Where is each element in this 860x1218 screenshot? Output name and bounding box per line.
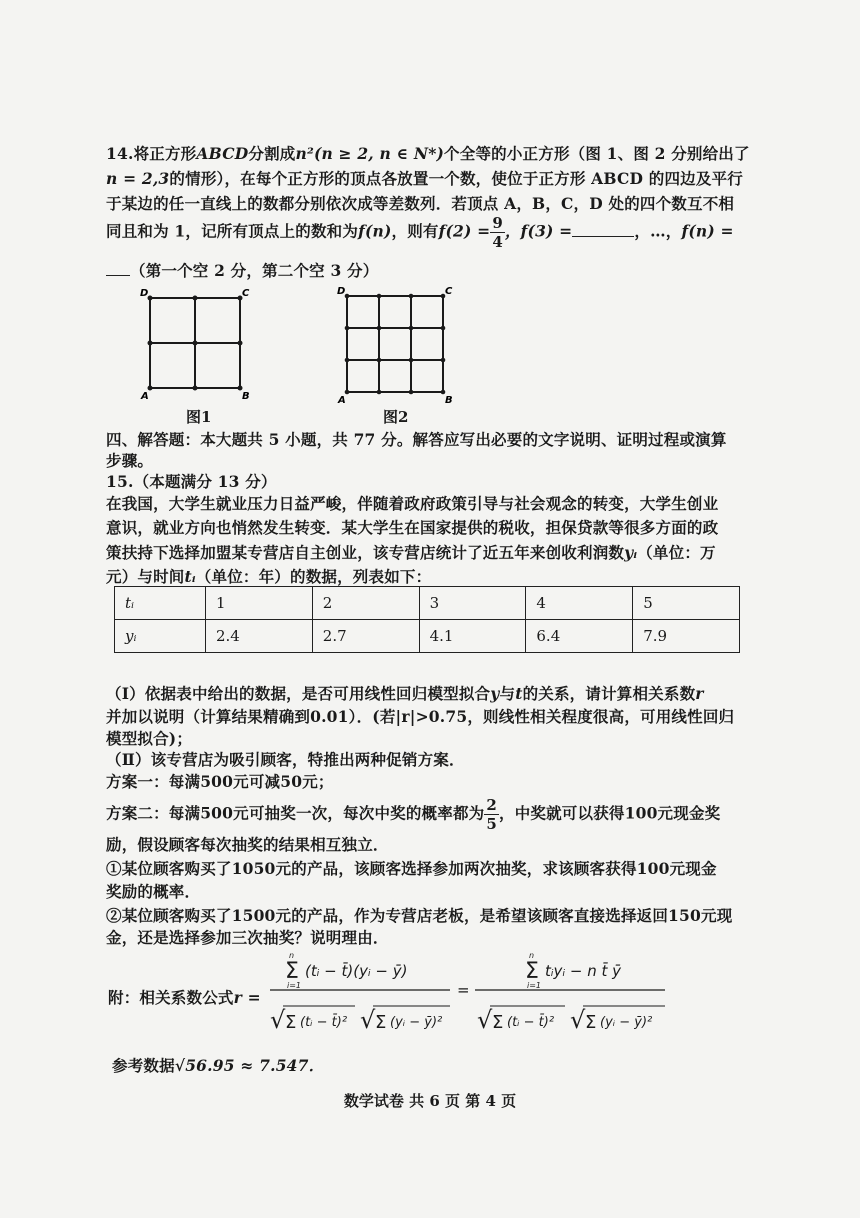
fig1-label-b: B [242,391,250,402]
q14-text: 于某边的任一直线上的数都分别依次成等差数列．若顶点 A，B，C，D 处的四个数互不相 [106,194,735,213]
q14-text: 个全等的小正方形（图 1、图 2 分别给出了 [444,144,750,163]
q14-text: 分割成 [248,144,296,163]
q14-text: ，…， [634,221,682,241]
part1-line2 [106,705,746,727]
table-cell: 1 [206,587,313,620]
q15-ti: tᵢ [184,567,196,586]
section-4-text: 步骤。 [106,451,154,470]
q14-line2 [106,167,746,189]
reference-label: 参考数据 [112,1056,175,1075]
part2-plan2-cont [106,833,746,855]
q14-fn2: f(n) = [681,221,734,241]
svg-text:i=1: i=1 [527,981,542,990]
frac-numerator: 9 [492,214,503,232]
fig2-label-b: B [445,395,453,406]
table-cell: 4.1 [419,620,526,653]
q14-line3 [106,192,746,214]
plan2-text: ，中奖就可以获得100元现金奖 [499,803,721,823]
fig2-label-a: A [338,395,346,406]
var-r: r [695,684,704,703]
svg-text:(yᵢ − ȳ)²: (yᵢ − ȳ)² [390,1015,443,1030]
svg-text:(tᵢ − t̄)²: (tᵢ − t̄)² [507,1015,555,1030]
fig1-label-c: C [242,288,250,299]
q14-fraction [490,214,505,251]
figure-1-grid [138,284,258,404]
table-cell: 4 [526,587,633,620]
part2-plan2 [106,796,746,833]
subquestion-2-text: ②某位顾客购买了1500元的产品，作为专营店老板，是希望该顾客直接选择返回150元现 [106,906,733,925]
table-cell: 2.7 [312,620,419,653]
correlation-formula [265,948,705,1048]
q15-p3 [106,541,746,563]
figure-2-caption: 图2 [383,408,409,426]
section-4-text: 四、解答题：本大题共 5 小题，共 77 分。解答应写出必要的文字说明、证明过程或演算 [106,430,727,449]
subquestion-1-text: ①某位顾客购买了1050元的产品，该顾客选择参加两次抽奖，求该顾客获得100元现金 [106,859,717,878]
fig1-label-a: A [141,391,149,402]
svg-text:i=1: i=1 [287,981,302,990]
table-header-t: tᵢ [115,587,206,620]
plan1-text: 方案一：每满500元可减50元； [106,772,334,791]
fig2-label-d: D [337,286,346,297]
part2-q1-cont [106,880,746,902]
part2-plan1 [106,770,746,792]
svg-text:√: √ [570,1006,586,1034]
svg-text:(tᵢ − t̄)²: (tᵢ − t̄)² [300,1015,348,1030]
part2-q1 [106,857,746,879]
svg-text:√: √ [360,1006,376,1034]
table-row-t [115,587,740,620]
var-t: t [515,684,523,703]
svg-text:√: √ [477,1006,493,1034]
part1-text: 模型拟合)； [106,729,193,748]
subquestion-1-text: 奖励的概率． [106,882,201,901]
q14-abcd: ABCD [196,144,249,163]
q14-n-values: n = 2,3 [106,169,170,188]
q15-title [106,470,746,492]
svg-text:n: n [289,951,295,960]
svg-text:n: n [529,951,535,960]
table-cell: 2 [312,587,419,620]
q14-f2: f(2) = [438,221,491,241]
part1-text: 与 [499,684,516,703]
svg-text:Σ: Σ [492,1012,504,1033]
table-cell: 6.4 [526,620,633,653]
svg-text:Σ: Σ [585,1012,597,1033]
r-equals: r = [233,988,261,1007]
svg-text:Σ: Σ [525,959,539,984]
frac-denominator: 5 [486,815,497,833]
table-row-y [115,620,740,653]
q15-text: （单位：年）的数据，列表如下： [195,567,432,586]
part1-line3 [106,727,746,749]
part2-text: （Ⅱ）该专营店为吸引顾客，特推出两种促销方案． [106,750,465,769]
q14-line5 [106,259,746,281]
frac-denominator: 4 [492,233,503,251]
svg-text:Σ: Σ [285,959,299,984]
part1-text: 并加以说明（计算结果精确到0.01）．(若|r|>0.75，则线性相关程度很高，可用线性回归 [106,707,735,726]
part1-line1 [106,682,746,704]
table-header-y: yᵢ [115,620,206,653]
q14-f3: ，f(3) = [504,221,573,241]
q15-text: 策扶持下选择加盟某专营店自主创业，该专营店统计了近五年来创收利润数 [106,543,625,562]
table-cell: 2.4 [206,620,313,653]
reference-data [112,1054,752,1076]
var-y: y [490,684,500,703]
q15-text: 在我国，大学生就业压力日益严峻，伴随着政府政策引导与社会观念的转变，大学生创业 [106,494,719,513]
q14-text: 的情形），在每个正方形的顶点各放置一个数，使位于正方形 ABCD 的四边及平行 [169,169,743,188]
answer-blank-1[interactable] [572,222,634,237]
part2-q2 [106,904,746,926]
q15-title-text: 15.（本题满分 13 分） [106,472,277,491]
subquestion-2-text: 金，还是选择参加三次抽奖？说明理由． [106,928,389,947]
q15-text: 元）与时间 [106,567,185,586]
q14-text: 14.将正方形 [106,144,197,163]
q14-n2-condition: n²(n ≥ 2, n ∈ N*) [295,144,445,163]
q15-p4 [106,565,746,587]
table-cell: 7.9 [633,620,740,653]
svg-text:(tᵢ − t̄)(yᵢ − ȳ): (tᵢ − t̄)(yᵢ − ȳ) [305,962,408,980]
q14-scoring-note: （第一个空 2 分，第二个空 3 分） [130,261,379,280]
page-footer: 数学试卷 共 6 页 第 4 页 [343,1092,517,1110]
frac-numerator: 2 [486,796,497,814]
appendix-label-text: 附：相关系数公式 [108,988,234,1007]
q15-text: （单位：万 [637,543,716,562]
svg-text:tᵢyᵢ − n t̄ ȳ: tᵢyᵢ − n t̄ ȳ [545,962,622,980]
reference-value: √56.95 ≈ 7.547． [174,1056,325,1075]
fig2-label-c: C [445,286,453,297]
q14-text: ，则有 [391,221,439,241]
plan2-text: 励，假设顾客每次抽奖的结果相互独立． [106,835,389,854]
figure-2-grid [335,282,460,406]
part2-q2-cont [106,926,746,948]
data-table [114,586,740,653]
table-cell: 5 [633,587,740,620]
svg-text:=: = [457,981,470,999]
part1-text: （Ⅰ）依据表中给出的数据，是否可用线性回归模型拟合 [106,684,491,703]
q15-p2 [106,516,746,538]
section-4-heading [106,428,746,450]
q14-line4 [106,214,746,251]
plan2-text: 方案二：每满500元可抽奖一次，每次中奖的概率都为 [106,803,485,823]
part2-line1 [106,748,746,770]
figure-1-caption: 图1 [186,408,212,426]
plan2-fraction [484,796,499,833]
svg-text:√: √ [270,1006,286,1034]
q14-fn: f(n) [358,221,392,241]
q15-yi: yᵢ [624,543,638,562]
svg-text:(yᵢ − ȳ)²: (yᵢ − ȳ)² [600,1015,653,1030]
q15-p1 [106,492,746,514]
q14-text: 同且和为 1，记所有顶点上的数和为 [106,221,359,241]
svg-text:Σ: Σ [285,1012,297,1033]
q14-line1 [106,142,750,164]
q15-text: 意识，就业方向也悄然发生转变．某大学生在国家提供的税收，担保贷款等很多方面的政 [106,518,719,537]
answer-blank-2[interactable] [106,261,130,276]
svg-text:Σ: Σ [375,1012,387,1033]
section-4-heading-cont [106,449,746,471]
fig1-label-d: D [140,288,149,299]
part1-text: 的关系，请计算相关系数 [522,684,696,703]
table-cell: 3 [419,587,526,620]
